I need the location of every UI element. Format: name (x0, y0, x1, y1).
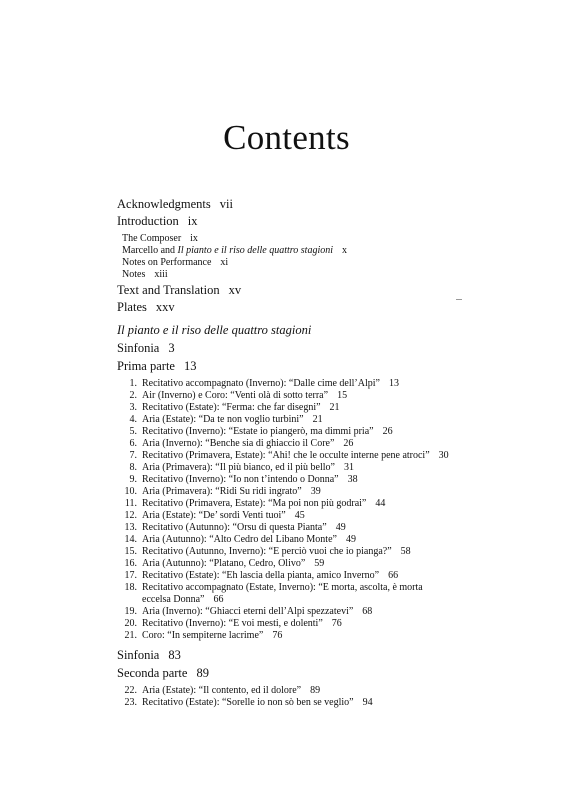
entry-label: Acknowledgments (117, 197, 211, 211)
toc-subentry-performance[interactable] (122, 257, 228, 268)
toc-item-13[interactable] (117, 522, 346, 533)
entry-page: xi (220, 257, 229, 268)
item-number: 22. (124, 685, 137, 696)
item-text: Aria (Autunno): “Alto Cedro del Libano Monte” (142, 534, 337, 545)
item-page: 44 (375, 498, 386, 509)
entry-page: xiii (154, 269, 168, 280)
toc-item-22[interactable] (117, 685, 320, 696)
item-text: Recitativo (Inverno): “E voi mesti, e dolenti” (142, 618, 323, 629)
toc-subentry-composer[interactable] (122, 233, 198, 244)
item-text: Recitativo (Inverno): “Estate io piangerò, ma dimmi pria” (142, 426, 374, 437)
toc-item-5[interactable] (117, 426, 393, 437)
item-text: Recitativo (Estate): “Eh lascia della pianta, amico Inverno” (142, 570, 380, 581)
item-number: 11. (124, 498, 137, 509)
entry-label: Marcello and (122, 245, 178, 256)
toc-item-4[interactable] (117, 414, 323, 425)
item-text: Recitativo accompagnato (Estate, Inverno): “E morta, ascolta, è morta (142, 582, 423, 593)
item-text: Recitativo (Autunno): “Orsu di questa Pianta” (142, 522, 327, 533)
toc-item-1[interactable] (117, 378, 399, 389)
toc-entry-text-translation[interactable] (117, 283, 241, 298)
page-title: Contents (223, 118, 350, 157)
item-text: Air (Inverno) e Coro: “Venti olà di sotto terra” (142, 390, 329, 401)
toc-item-16[interactable] (117, 558, 324, 569)
item-page: 59 (314, 558, 325, 569)
entry-page: xxv (155, 300, 175, 314)
toc-item-23[interactable] (117, 697, 373, 708)
entry-label-italic: Il pianto e il riso delle quattro stagioni (177, 245, 334, 256)
item-page: 66 (213, 594, 224, 605)
toc-item-9[interactable] (117, 474, 358, 485)
entry-page: ix (187, 214, 198, 228)
item-text: Aria (Estate): “Da te non voglio turbini” (142, 414, 304, 425)
entry-page: vii (219, 197, 233, 211)
item-page: 94 (362, 697, 373, 708)
toc-entry-introduction[interactable] (117, 214, 198, 229)
item-text: Recitativo (Estate): “Ferma: che far disegni” (142, 402, 321, 413)
item-number: 5. (129, 426, 137, 437)
item-page: 31 (344, 462, 354, 473)
entry-label: Notes on Performance (122, 257, 212, 268)
entry-page: x (342, 245, 348, 256)
item-number: 14. (124, 534, 137, 545)
entry-label: Prima parte (117, 359, 175, 373)
toc-item-21[interactable] (117, 630, 282, 641)
item-number: 19. (124, 606, 137, 617)
item-page: 39 (310, 486, 321, 497)
item-number: 12. (124, 510, 137, 521)
item-page: 49 (335, 522, 346, 533)
item-page: 89 (310, 685, 321, 696)
item-number: 18. (124, 582, 137, 593)
item-page: 26 (343, 438, 354, 449)
item-number: 9. (129, 474, 137, 485)
item-text: Coro: “In sempiterne lacrime” (142, 630, 264, 641)
toc-entry-plates[interactable] (117, 300, 175, 315)
entry-label: Text and Translation (117, 283, 220, 297)
entry-page: 89 (196, 666, 209, 680)
item-number: 2. (129, 390, 137, 401)
item-text: Aria (Primavera): “Ridi Su ridi ingrato” (142, 486, 302, 497)
item-page: 66 (388, 570, 399, 581)
item-page: 26 (382, 426, 393, 437)
entry-label: Sinfonia (117, 648, 160, 662)
toc-entry-acknowledgments[interactable] (117, 197, 233, 212)
entry-label: The Composer (122, 233, 182, 244)
item-text: Aria (Autunno): “Platano, Cedro, Olivo” (142, 558, 306, 569)
item-number: 4. (129, 414, 137, 425)
item-text: Recitativo (Estate): “Sorelle io non sò ben se veglio” (142, 697, 354, 708)
item-number: 17. (124, 570, 137, 581)
toc-item-17[interactable] (117, 570, 398, 581)
entry-page: 13 (183, 359, 197, 373)
item-text: Aria (Estate): “Il contento, ed il dolore” (142, 685, 302, 696)
print-speck (456, 299, 462, 300)
toc-item-14[interactable] (117, 534, 356, 545)
item-page: 13 (388, 378, 399, 389)
item-page: 30 (438, 450, 449, 461)
item-number: 23. (124, 697, 137, 708)
item-number: 10. (124, 486, 137, 497)
entry-label: Plates (117, 300, 147, 314)
item-text: Recitativo (Inverno): “Io non t’intendo o Donna” (142, 474, 339, 485)
toc-entry-sinfonia-1[interactable] (117, 341, 175, 356)
toc-item-8[interactable] (117, 462, 354, 473)
toc-item-12[interactable] (117, 510, 305, 521)
item-number: 13. (124, 522, 137, 533)
entry-label: Notes (122, 269, 146, 280)
item-text: Recitativo (Autunno, Inverno): “E perciò vuoi che io pianga?” (142, 546, 392, 557)
item-page: 49 (345, 534, 356, 545)
toc-item-7[interactable] (117, 450, 449, 461)
item-page: 38 (347, 474, 358, 485)
toc-item-10[interactable] (117, 486, 321, 497)
item-page: 21 (329, 402, 340, 413)
item-text: Aria (Inverno): “Ghiacci eterni dell’Alpi spezzatevi” (142, 606, 354, 617)
toc-item-6[interactable] (117, 438, 353, 449)
work-title: Il pianto e il riso delle quattro stagioni (117, 323, 312, 337)
entry-page: xv (228, 283, 242, 297)
item-page: 68 (362, 606, 373, 617)
toc-item-2[interactable] (117, 390, 347, 401)
item-text: Aria (Primavera): “Il più bianco, ed il più bello” (142, 462, 335, 473)
item-page: 76 (272, 630, 283, 641)
toc-item-20[interactable] (117, 618, 342, 629)
toc-item-11[interactable] (117, 498, 385, 509)
toc-subentry-notes[interactable] (122, 269, 168, 280)
item-text-continued: eccelsa Donna” 66 (142, 594, 224, 605)
item-number: 6. (129, 438, 137, 449)
toc-entry-sinfonia-2[interactable] (117, 648, 181, 663)
item-text: Recitativo (Primavera, Estate): “Ahi! che le occulte interne pene atroci” (142, 450, 430, 461)
entry-page: ix (190, 233, 198, 244)
item-number: 8. (129, 462, 137, 473)
item-page: 15 (337, 390, 348, 401)
entry-label: Introduction (117, 214, 179, 228)
item-number: 7. (129, 450, 137, 461)
toc-entry-prima-parte[interactable] (117, 359, 196, 374)
toc-item-18[interactable] (117, 582, 423, 605)
item-number: 20. (124, 618, 137, 629)
item-number: 1. (129, 378, 137, 389)
item-number: 15. (124, 546, 137, 557)
toc-entry-seconda-parte[interactable] (117, 666, 209, 681)
entry-label: Sinfonia (117, 341, 160, 355)
toc-subentry-marcello[interactable] (122, 245, 347, 256)
item-text: Recitativo accompagnato (Inverno): “Dalle cime dell’Alpi” (142, 378, 380, 389)
item-text: Aria (Estate): “De’ sordi Venti tuoi” (142, 510, 286, 521)
item-text: Aria (Inverno): “Benche sia di ghiaccio il Core” (142, 438, 335, 449)
entry-page: 3 (168, 341, 175, 355)
item-number: 21. (124, 630, 137, 641)
item-page: 45 (294, 510, 305, 521)
toc-item-3[interactable] (117, 402, 340, 413)
toc-item-15[interactable] (117, 546, 411, 557)
item-page: 58 (400, 546, 411, 557)
item-number: 16. (124, 558, 137, 569)
item-page: 76 (331, 618, 342, 629)
item-number: 3. (129, 402, 137, 413)
entry-label: Seconda parte (117, 666, 188, 680)
entry-page: 83 (168, 648, 181, 662)
item-text: Recitativo (Primavera, Estate): “Ma poi non più godrai” (142, 498, 367, 509)
item-page: 21 (312, 414, 323, 425)
toc-item-19[interactable] (117, 606, 372, 617)
